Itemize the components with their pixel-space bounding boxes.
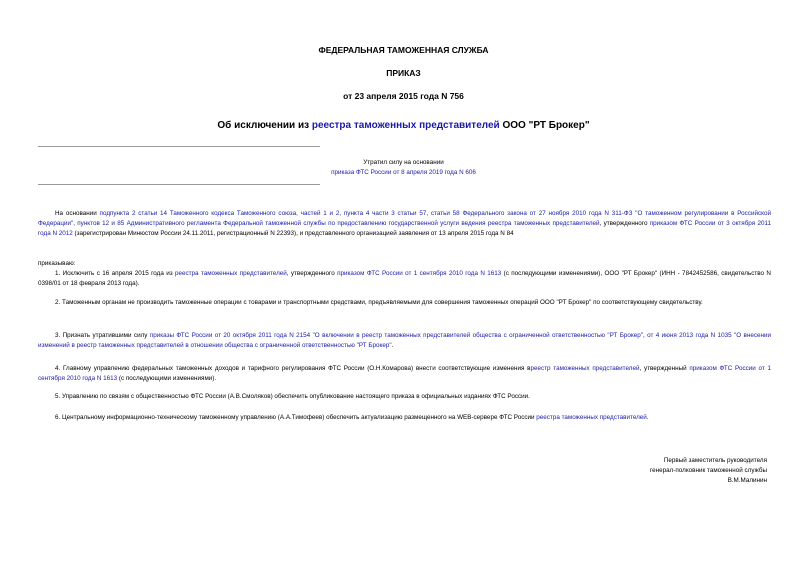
preamble-legal-basis-link[interactable]: подпункта 2 статьи 14 Таможенного кодекса Таможенного союза, частей 1 и 2, пункта 4 части 3 статьи 57, статьи 58 Федерального закона от 27 ноября 2010 года N 311-ФЗ "О таможенном регулировании в Российской Федерации", пунктов 12 и 85 Административного регламента Федеральной таможенной службы по предоставлению государственной услуги ведения реестра таможенных представителей: [38, 210, 771, 227]
item-4-text-3: (с последующими изменениями).: [117, 375, 217, 382]
document-type: ПРИКАЗ: [386, 68, 421, 78]
title-registry-link[interactable]: реестра таможенных представителей: [311, 120, 500, 131]
item-4-registry-link[interactable]: реестр таможенных представителей: [530, 365, 640, 372]
divider-top: [38, 146, 320, 147]
item-3-order-1035-link[interactable]: от 4 июня 2013 года N 1035 "О внесении изменений в реестр таможенных представителей в отношении общества с ограниченной ответственностью "РТ Брокер": [38, 332, 771, 349]
item-1-registry-link[interactable]: реестра таможенных представителей: [174, 270, 287, 277]
item-1-order-1613-link[interactable]: приказом ФТС России от 1 сентября 2010 года N 1613: [337, 270, 502, 277]
item-1-text-1: 1. Исключить с 16 апреля 2015 года из: [55, 270, 175, 277]
agency-name: ФЕДЕРАЛЬНАЯ ТАМОЖЕННАЯ СЛУЖБА: [318, 45, 489, 55]
order-word: приказываю:: [38, 260, 76, 267]
signature-name: В.М.Малинин: [727, 477, 767, 484]
item-3-text-1: 3. Признать утратившими силу: [55, 332, 150, 339]
signature-position: Первый заместитель руководителя: [663, 457, 767, 464]
document-date-number: от 23 апреля 2015 года N 756: [343, 91, 464, 101]
preamble-text-3: (зарегистрирован Минюстом России 24.11.2011, регистрационный N 22393), и представленного организацией заявления от 13 апреля 2015 года N 84: [72, 230, 514, 237]
preamble-text-1: На основании: [55, 210, 100, 217]
signature-rank: генерал-полковник таможенной службы: [649, 467, 767, 474]
item-1-paragraph: [38, 269, 771, 289]
item-4-text-2: , утвержденный: [639, 365, 690, 372]
preamble-paragraph: [38, 209, 771, 239]
item-4-order-1613-link[interactable]: приказом ФТС России от 1 сентября 2010 года N 1613: [38, 365, 771, 382]
item-6-text-2: .: [646, 414, 649, 421]
item-3-order-2154-link[interactable]: приказы ФТС России от 20 октября 2011 года N 2154 "О включении в реестр таможенных представителей общества с ограниченной ответственностью "РТ Брокер": [149, 332, 643, 339]
item-3-paragraph: [38, 331, 771, 351]
item-4-paragraph: [38, 364, 771, 384]
preamble-order-2012-link[interactable]: приказом ФТС России от 3 октября 2011 года N 2012: [38, 220, 771, 237]
status-note-text: Утратил силу на основании: [363, 159, 444, 166]
item-4-text-1: 4. Главному управлению федеральных таможенных доходов и тарифного регулирования ФТС России (О.Н.Комарова) внести соответствующие изменения в: [55, 365, 531, 372]
item-6-paragraph: [38, 413, 771, 423]
document-title: [0, 120, 807, 131]
item-5-paragraph: 5. Управлению по связям с общественностью ФТС России (А.В.Смоляков) обеспечить опубликование настоящего приказа в официальных изданиях ФТС России.: [55, 393, 530, 400]
preamble-text-2: , утвержденного: [599, 220, 650, 227]
divider-bottom: [38, 184, 320, 185]
item-6-registry-link[interactable]: реестра таможенных представителей: [536, 414, 647, 421]
status-note-link[interactable]: приказа ФТС России от 8 апреля 2019 года N 606: [331, 169, 476, 176]
item-2-paragraph: 2. Таможенным органам не производить таможенные операции с товарами и транспортными средствами, предъявляемыми для совершения таможенных операций ООО "РТ Брокер" по соответствующему свидетельству.: [55, 299, 703, 306]
item-3-text-3: .: [391, 342, 394, 349]
title-pre: Об исключении из: [217, 120, 312, 131]
item-1-text-2: , утвержденного: [286, 270, 338, 277]
item-3-text-2: ,: [642, 332, 648, 339]
item-6-text-1: 6. Центральному информационно-техническому таможенному управлению (А.А.Тимофеев) обеспечить актуализацию размещенного на WEB-сервере ФТС России: [55, 414, 537, 421]
status-note-line: [0, 168, 807, 178]
item-1-text-3: (с последующими изменениями), ООО "РТ Брокер" (ИНН - 7842452586, свидетельство N 0398/01 от 18 февраля 2013 года).: [38, 270, 771, 287]
title-post: ООО "РТ Брокер": [499, 120, 590, 131]
